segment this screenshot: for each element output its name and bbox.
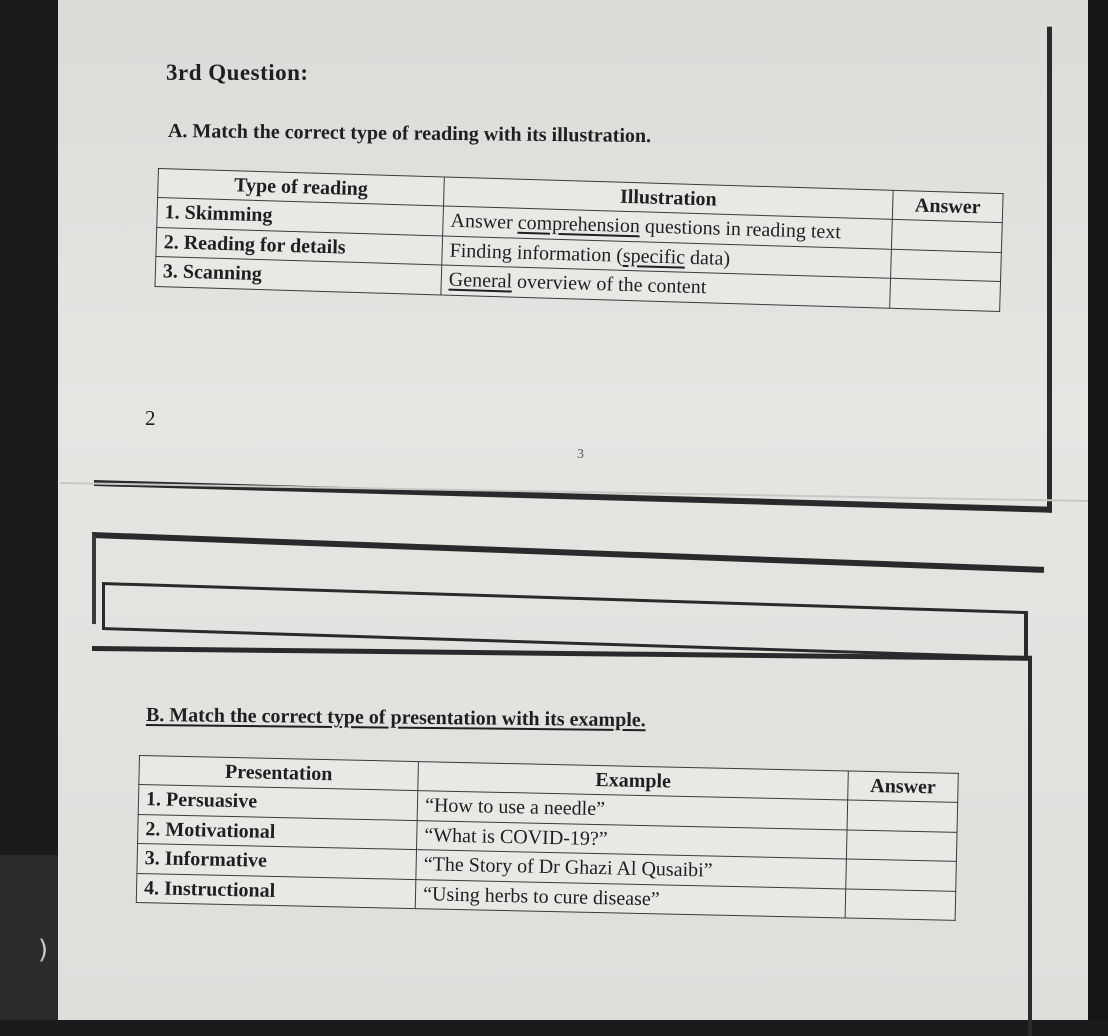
illustration-text: Finding information ( — [449, 239, 624, 267]
example: “Using herbs to cure disease” — [415, 879, 846, 918]
example: “How to use a needle” — [417, 791, 848, 830]
header-example: Example — [418, 762, 849, 801]
section-a-instruction: A. Match the correct type of reading with its illustration. — [167, 120, 652, 148]
answer-cell[interactable] — [892, 220, 1003, 253]
header-type-of-reading: Type of reading — [158, 169, 445, 207]
reading-type: 3. Scanning — [155, 257, 442, 295]
answer-cell[interactable] — [846, 859, 957, 891]
question-title: 3rd Question: — [166, 60, 309, 85]
illustration-text: Answer — [450, 210, 519, 235]
illustration-underlined: specific — [622, 244, 686, 269]
side-mark: ) — [38, 935, 49, 965]
illustration-text: data) — [684, 246, 731, 270]
answer-cell[interactable] — [845, 889, 956, 921]
presentation-type: 1. Persuasive — [138, 785, 418, 820]
presentation-type: 3. Informative — [137, 844, 417, 879]
answer-cell[interactable] — [891, 249, 1002, 282]
presentation-type: 2. Motivational — [138, 814, 418, 849]
reading-type: 1. Skimming — [157, 198, 444, 236]
reading-type-table — [154, 168, 1003, 312]
presentation-type: 4. Instructional — [136, 873, 416, 908]
illustration-underlined: General — [448, 268, 513, 293]
presentation-type-table — [136, 755, 959, 921]
illustration-underlined: comprehension — [517, 212, 641, 238]
stray-mark: 3 — [577, 447, 584, 462]
answer-cell[interactable] — [847, 800, 958, 832]
section-b-instruction: B. Match the correct type of presentation with its example. — [145, 704, 646, 732]
background-shadow — [0, 855, 58, 1020]
header-presentation: Presentation — [139, 756, 419, 791]
header-answer: Answer — [892, 190, 1003, 223]
header-answer: Answer — [848, 771, 959, 803]
example: “What is COVID-19?” — [417, 820, 848, 859]
header-illustration: Illustration — [443, 177, 893, 220]
illustration-text: overview of the content — [511, 270, 707, 299]
illustration-text: questions in reading text — [639, 215, 842, 244]
example: “The Story of Dr Ghazi Al Qusaibi” — [416, 850, 847, 889]
answer-cell[interactable] — [890, 278, 1001, 311]
answer-cell[interactable] — [847, 830, 958, 862]
background-edge — [1088, 0, 1108, 1020]
page-number: 2 — [145, 406, 156, 430]
reading-type: 2. Reading for details — [156, 227, 443, 265]
